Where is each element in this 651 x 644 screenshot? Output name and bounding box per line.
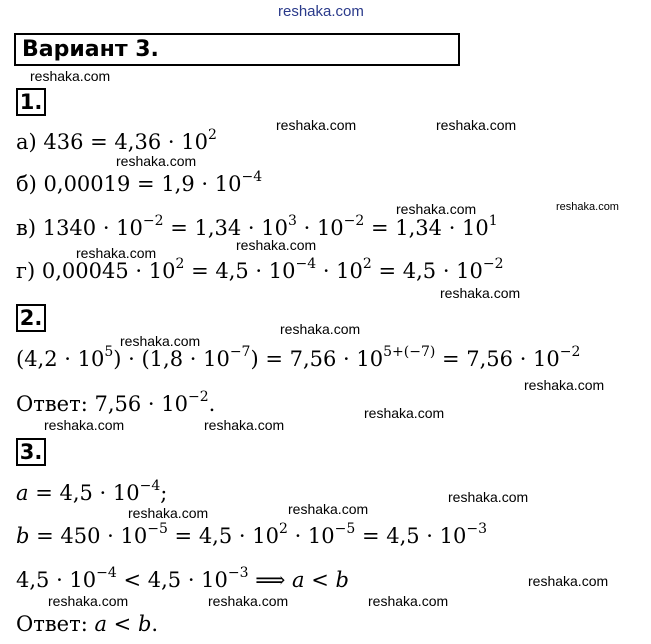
expr: = 1,34 · 10 (163, 216, 288, 240)
exponent: −3 (466, 521, 488, 537)
exponent: 2 (362, 256, 372, 272)
task-number-3: 3. (16, 438, 46, 466)
exponent: 3 (288, 213, 297, 229)
expr: = 7,56 · 10 (435, 347, 560, 371)
expr: = 4,5 · 10 (355, 524, 467, 548)
expr: 0,00045 · 10 (41, 259, 176, 283)
exponent: 5 (104, 344, 114, 360)
expr: < (304, 568, 336, 592)
task1-line-a (16, 127, 217, 154)
expr: · 10 (287, 524, 335, 548)
expr: = 1,34 · 10 (364, 216, 489, 240)
expr: 1340 · 10 (42, 216, 143, 240)
exponent: −4 (241, 169, 263, 185)
watermark: reshaka.com (524, 377, 605, 393)
variable: b (16, 524, 30, 548)
exponent: −5 (147, 521, 168, 537)
task-number-2: 2. (16, 304, 46, 332)
watermark-top: reshaka.com (278, 3, 364, 20)
variable: b (137, 612, 152, 636)
watermark: reshaka.com (396, 201, 477, 217)
exponent: −5 (334, 521, 356, 537)
exponent: −7 (229, 344, 251, 360)
exponent: 2 (278, 521, 288, 537)
exponent: 2 (175, 256, 185, 272)
expr: · 10 (296, 216, 344, 240)
watermark: reshaka.com (76, 245, 157, 261)
exponent: 2 (207, 127, 217, 143)
expr: 4,5 · 10 (16, 568, 97, 592)
expr: = 4,5 · 10 (371, 259, 483, 283)
watermark: reshaka.com (528, 573, 609, 589)
label: г) (16, 259, 36, 283)
exponent: −2 (559, 344, 581, 360)
watermark: reshaka.com (440, 285, 521, 301)
task3-line-c (16, 565, 349, 592)
task1-line-b (16, 169, 263, 196)
exponent: −4 (139, 478, 161, 494)
watermark: reshaka.com (368, 593, 449, 609)
exponent: −2 (142, 213, 164, 229)
exponent: −2 (482, 256, 504, 272)
expr: = 4,5 · 10 (184, 259, 296, 283)
page-title: Вариант 3. (14, 33, 460, 66)
task1-line-d (16, 256, 504, 283)
expr: 7,56 · 10 (87, 392, 188, 416)
watermark: reshaka.com (280, 321, 361, 337)
answer-label: Ответ: (16, 612, 88, 636)
punct: . (151, 612, 159, 636)
watermark: reshaka.com (116, 153, 197, 169)
expr: < 4,5 · 10 (116, 568, 228, 592)
watermark: reshaka.com (364, 405, 445, 421)
exponent: −2 (187, 389, 209, 405)
variable: b (335, 568, 349, 592)
exponent: 5+(−7) (383, 344, 436, 360)
expr: = 4,5 · 10 (167, 524, 279, 548)
expr: < (107, 612, 138, 636)
task1-line-c (16, 213, 498, 240)
watermark: reshaka.com (30, 68, 111, 84)
exponent: −2 (343, 213, 365, 229)
watermark: reshaka.com (556, 201, 619, 213)
watermark: reshaka.com (236, 237, 317, 253)
punct: ; (160, 481, 168, 505)
watermark: reshaka.com (128, 505, 209, 521)
implies: ⟹ (248, 568, 292, 592)
watermark: reshaka.com (204, 417, 285, 433)
expr: 436 = 4,36 · 10 (43, 130, 208, 154)
exponent: −3 (227, 565, 249, 581)
expr: · 10 (316, 259, 363, 283)
expr: (4,2 · 10 (16, 347, 105, 371)
label: в) (16, 216, 37, 240)
label: а) (16, 130, 37, 154)
watermark: reshaka.com (48, 593, 129, 609)
expr: = 4,5 · 10 (28, 481, 140, 505)
answer-label: Ответ: (16, 392, 88, 416)
watermark: reshaka.com (120, 333, 201, 349)
punct: . (208, 392, 216, 416)
watermark: reshaka.com (448, 489, 529, 505)
task3-line-b (16, 521, 488, 548)
expr: ) · (1,8 · 10 (113, 347, 230, 371)
expr: = 450 · 10 (29, 524, 148, 548)
variable: a (292, 568, 305, 592)
task2-line (16, 344, 581, 371)
task2-answer (16, 389, 216, 416)
expr: ) = 7,56 · 10 (250, 347, 384, 371)
exponent: −4 (96, 565, 117, 581)
label: б) (16, 172, 37, 196)
watermark: reshaka.com (436, 117, 517, 133)
task3-line-a (16, 478, 168, 505)
exponent: 1 (488, 213, 498, 229)
task3-answer (16, 612, 158, 636)
variable: a (16, 481, 29, 505)
watermark: reshaka.com (208, 593, 289, 609)
watermark: reshaka.com (276, 117, 357, 133)
expr: 0,00019 = 1,9 · 10 (43, 172, 242, 196)
exponent: −4 (295, 256, 317, 272)
task-number-1: 1. (16, 88, 46, 116)
watermark: reshaka.com (44, 417, 125, 433)
watermark: reshaka.com (288, 501, 369, 517)
variable: a (94, 612, 107, 636)
